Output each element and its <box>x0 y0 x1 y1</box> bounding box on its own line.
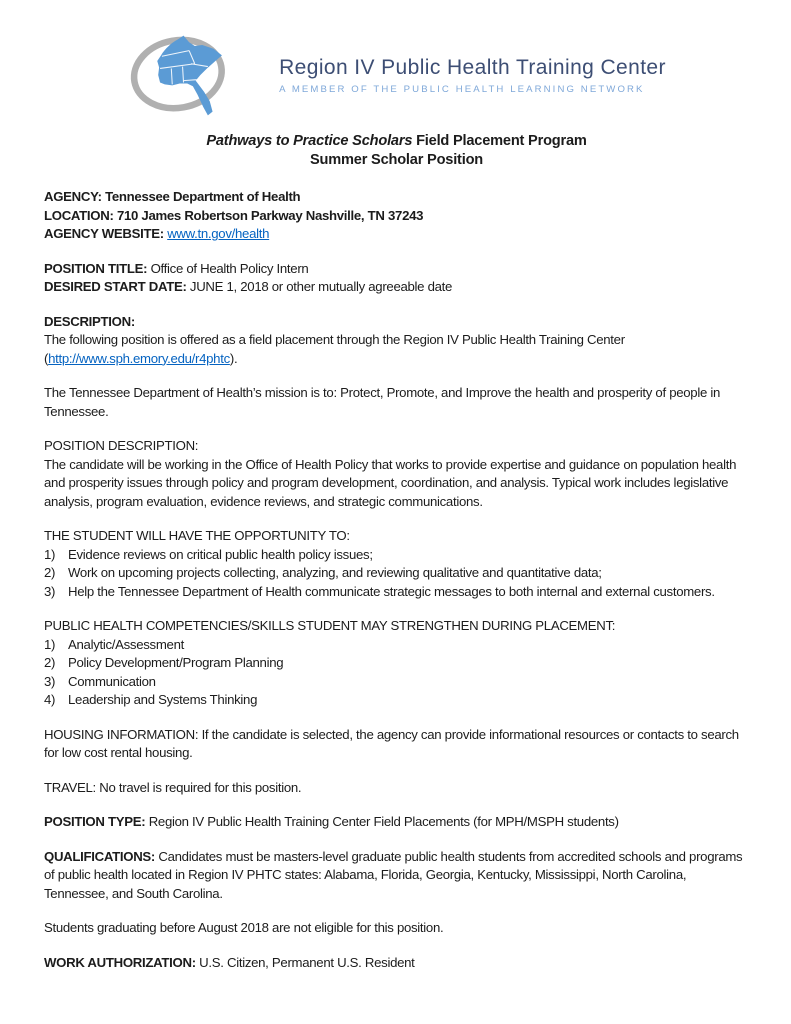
location-line <box>44 207 749 226</box>
position-type-paragraph <box>44 813 749 832</box>
list-item-text: Analytic/Assessment <box>68 636 184 652</box>
list-item-number: 2) <box>44 655 56 670</box>
list-item <box>44 564 749 583</box>
opportunities-list <box>44 546 749 602</box>
position-type-label: POSITION TYPE: <box>44 814 146 829</box>
list-item <box>44 636 749 655</box>
competencies-heading: PUBLIC HEALTH COMPETENCIES/SKILLS STUDENT MAY STRENGTHEN DURING PLACEMENT: <box>44 618 616 633</box>
position-title-line <box>44 260 749 279</box>
list-item-text: Policy Development/Program Planning <box>68 655 284 670</box>
list-item-number: 2) <box>44 565 56 580</box>
list-item-text: Communication <box>68 673 156 689</box>
description-paragraph <box>44 331 749 368</box>
qualifications-paragraph <box>44 848 749 904</box>
program-name-rest: Field Placement Program <box>412 133 587 149</box>
r4phtc-link[interactable]: http://www.sph.emory.edu/r4phtc <box>48 350 230 366</box>
agency-label: AGENCY: <box>44 189 102 204</box>
description-text-after: ). <box>229 350 238 366</box>
document-body <box>44 188 749 972</box>
competencies-list <box>44 636 749 710</box>
work-authorization-paragraph <box>44 954 749 973</box>
org-logo-text <box>279 56 666 95</box>
start-date-line <box>44 278 749 297</box>
program-name-italic: Pathways to Practice Scholars <box>206 133 413 149</box>
description-text-before: The following position is offered as a field placement through the Region IV Public Health Training Center ( <box>44 332 625 366</box>
document-title <box>44 132 749 169</box>
list-item-number: 1) <box>44 636 56 652</box>
list-item-number: 1) <box>44 546 56 562</box>
location-label: LOCATION: <box>44 207 114 223</box>
position-description-section <box>44 437 749 511</box>
document-title-line1 <box>44 132 749 151</box>
list-item-number: 3) <box>44 583 56 599</box>
list-item <box>44 546 749 565</box>
position-description-body: The candidate will be working in the Office of Health Policy that works to provide expertise and guidance on population health and prosperity issues through policy and program development, coordination, and analysis. Typical work includes legislative analysis, program evaluation, evidence reviews, and strategic communications. <box>44 456 737 509</box>
competencies-section <box>44 617 749 710</box>
housing-paragraph: HOUSING INFORMATION: If the candidate is selected, the agency can provide informational resources or contacts to search for low cost rental housing. <box>44 726 739 760</box>
qualifications-value: Candidates must be masters-level graduate public health students from accredited schools and programs of public health located in Region IV PHTC states: Alabama, Florida, Georgia, Kentucky, Mississippi, North Carolina, Tennessee, and South Carolina. <box>44 848 743 901</box>
eligibility-note: Students graduating before August 2018 are not eligible for this position. <box>44 920 444 935</box>
list-item <box>44 654 749 673</box>
list-item <box>44 691 749 710</box>
website-line <box>44 225 749 244</box>
position-block <box>44 260 749 297</box>
opportunities-heading: THE STUDENT WILL HAVE THE OPPORTUNITY TO: <box>44 528 350 543</box>
agency-website-link[interactable]: www.tn.gov/health <box>167 226 270 241</box>
org-name: Region IV Public Health Training Center <box>279 55 666 79</box>
document-title-line2: Summer Scholar Position <box>310 151 483 168</box>
start-date-label: DESIRED START DATE: <box>44 279 187 294</box>
position-title-label: POSITION TITLE: <box>44 260 148 276</box>
list-item <box>44 673 749 692</box>
position-type-value: Region IV Public Health Training Center Field Placements (for MPH/MSPH students) <box>145 814 619 829</box>
travel-paragraph: TRAVEL: No travel is required for this position. <box>44 779 302 795</box>
location-value: 710 James Robertson Parkway Nashville, TN 37243 <box>113 207 424 223</box>
website-label: AGENCY WEBSITE: <box>44 226 164 241</box>
list-item-text: Work on upcoming projects collecting, analyzing, and reviewing qualitative and quantitative data; <box>68 565 602 580</box>
list-item-text: Leadership and Systems Thinking <box>68 692 258 707</box>
list-item <box>44 583 749 602</box>
mission-paragraph: The Tennessee Department of Health’s mission is to: Protect, Promote, and Improve the health and prosperity of people in Tennessee. <box>44 385 721 419</box>
work-authorization-label: WORK AUTHORIZATION: <box>44 954 196 970</box>
description-heading: DESCRIPTION: <box>44 313 135 329</box>
list-item-number: 3) <box>44 673 56 689</box>
work-authorization-value: U.S. Citizen, Permanent U.S. Resident <box>195 954 415 970</box>
region-iv-map-icon <box>117 30 265 120</box>
qualifications-label: QUALIFICATIONS: <box>44 848 155 864</box>
list-item-number: 4) <box>44 692 56 707</box>
org-logo <box>34 30 749 120</box>
opportunities-section <box>44 527 749 601</box>
description-section <box>44 313 749 369</box>
org-tagline: A MEMBER OF THE PUBLIC HEALTH LEARNING NETWORK <box>279 83 645 95</box>
list-item-text: Evidence reviews on critical public health policy issues; <box>68 546 373 562</box>
agency-block <box>44 188 749 244</box>
position-description-heading: POSITION DESCRIPTION: <box>44 438 199 453</box>
start-date-value: JUNE 1, 2018 or other mutually agreeable date <box>186 279 453 294</box>
list-item-text: Help the Tennessee Department of Health communicate strategic messages to both internal and external customers. <box>68 583 715 599</box>
agency-value: Tennessee Department of Health <box>101 189 301 204</box>
position-title-value: Office of Health Policy Intern <box>147 260 309 276</box>
agency-line <box>44 188 749 207</box>
